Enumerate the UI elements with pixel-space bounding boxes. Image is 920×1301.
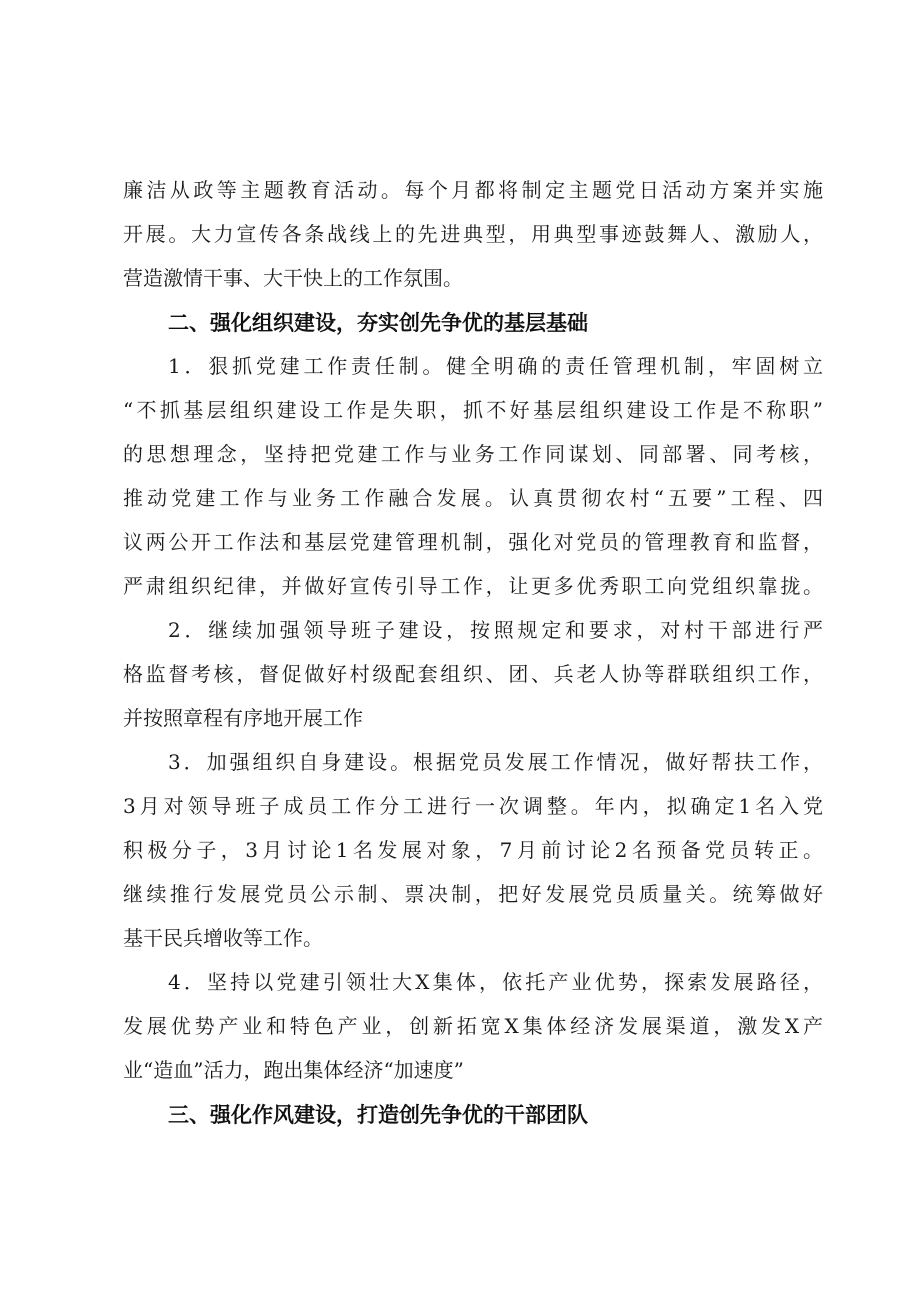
paragraph-line: 3．加强组织自身建设。根据党员发展工作情况，做好帮扶工作， bbox=[168, 750, 823, 774]
section-heading-3: 三、强化作风建设，打造创先争优的干部团队 bbox=[168, 1103, 588, 1127]
paragraph-line: 的思想理念，坚持把党建工作与业务工作同谋划、同部署、同考核， bbox=[123, 442, 823, 466]
paragraph-line: 开展。大力宣传各条战线上的先进典型，用典型事迹鼓舞人、激励人， bbox=[123, 222, 823, 246]
paragraph-line: 积极分子，3月讨论1名发展对象，7月前讨论2名预备党员转正。 bbox=[123, 838, 823, 862]
paragraph-line: 3月对领导班子成员工作分工进行一次调整。年内，拟确定1名入党 bbox=[123, 794, 823, 818]
section-heading-2: 二、强化组织建设，夯实创先争优的基层基础 bbox=[168, 311, 588, 335]
paragraph-line: 发展优势产业和特色产业，创新拓宽X集体经济发展渠道，激发X产 bbox=[123, 1014, 823, 1038]
paragraph-line: 继续推行发展党员公示制、票决制，把好发展党员质量关。统筹做好 bbox=[123, 882, 823, 906]
paragraph-line: 议两公开工作法和基层党建管理机制，强化对党员的管理教育和监督， bbox=[123, 530, 823, 554]
paragraph-line: 2．继续加强领导班子建设，按照规定和要求，对村干部进行严 bbox=[168, 618, 823, 642]
paragraph-line: 廉洁从政等主题教育活动。每个月都将制定主题党日活动方案并实施 bbox=[123, 178, 823, 202]
paragraph-line: 1．狠抓党建工作责任制。健全明确的责任管理机制，牢固树立 bbox=[168, 354, 823, 378]
paragraph-line: “不抓基层组织建设工作是失职，抓不好基层组织建设工作是不称职” bbox=[123, 398, 823, 422]
paragraph-line: 基干民兵增收等工作。 bbox=[123, 926, 323, 950]
paragraph-line: 格监督考核，督促做好村级配套组织、团、兵老人协等群联组织工作， bbox=[123, 662, 823, 686]
paragraph-line: 营造激情干事、大干快上的工作氛围。 bbox=[123, 266, 463, 290]
paragraph-line: 4．坚持以党建引领壮大X集体，依托产业优势，探索发展路径， bbox=[168, 970, 823, 994]
paragraph-line: 并按照章程有序地开展工作 bbox=[123, 706, 363, 730]
paragraph-line: 推动党建工作与业务工作融合发展。认真贯彻农村“五要”工程、四 bbox=[123, 486, 823, 510]
paragraph-line: 严肃组织纪律，并做好宣传引导工作，让更多优秀职工向党组织靠拢。 bbox=[123, 574, 823, 598]
paragraph-line: 业“造血”活力，跑出集体经济“加速度” bbox=[123, 1058, 464, 1082]
